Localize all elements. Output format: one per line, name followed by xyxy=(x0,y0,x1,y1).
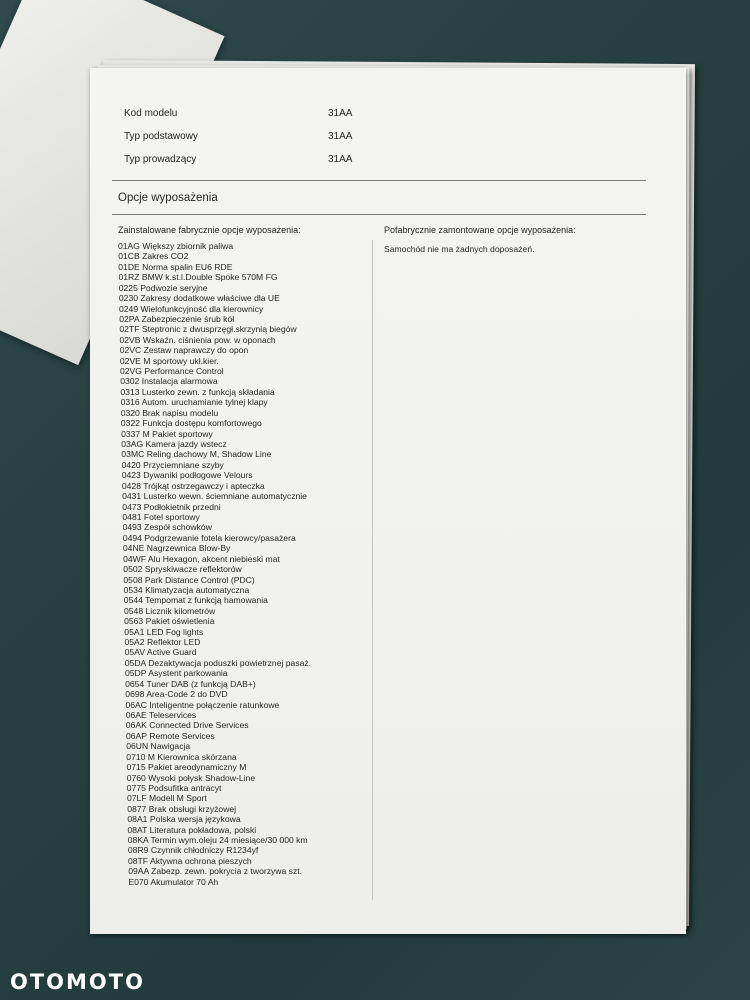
option-item: 06AE Teleservices xyxy=(125,709,197,720)
option-item: 04NE Nagrzewnica Blow-By xyxy=(122,543,231,554)
option-item: 02VB Wskaźn. ciśnienia pow. w oponach xyxy=(119,334,276,345)
factory-options-list xyxy=(118,241,368,887)
option-item: 0249 Wielofunkcyjność dla kierownicy xyxy=(119,303,264,314)
option-item: 08TF Aktywna ochrona pieszych xyxy=(128,855,252,866)
option-item: 08A1 Polska wersja językowa xyxy=(127,814,241,825)
option-item: 0654 Tuner DAB (z funkcją DAB+) xyxy=(125,678,256,689)
option-item: 05DP Asystent parkowania xyxy=(125,668,228,679)
option-item: E070 Akumulator 70 Ah xyxy=(128,876,219,887)
option-item: 05AV Active Guard xyxy=(124,647,197,658)
option-item: 0431 Lusterko wewn. ściemniane automatycznie xyxy=(122,491,307,502)
option-item: 0877 Brak obsługi krzyżowej xyxy=(127,803,237,814)
option-item: 04WF Alu Hexagon, akcent niebieski mat xyxy=(123,553,280,564)
option-item: 07LF Modell M Sport xyxy=(127,793,207,804)
option-item: 0760 Wysoki połysk Shadow-Line xyxy=(126,772,256,783)
option-item: 0548 Licznik kilometrów xyxy=(124,605,216,616)
option-item: 0493 Zespół schowków xyxy=(122,522,212,533)
option-item: 05DA Dezaktywacja poduszki powietrznej pasaż. xyxy=(124,657,312,668)
option-item: 0563 Pakiet oświetlenia xyxy=(124,616,215,627)
option-item: 0473 Podłokietnik przedni xyxy=(122,501,221,512)
option-item: 0481 Fotel sportowy xyxy=(122,511,200,522)
option-item: 02VC Zestaw naprawczy do opon xyxy=(119,345,249,356)
option-item: 0534 Klimatyzacja automatyczna xyxy=(123,584,250,595)
option-item: 08AT Literatura pokładowa, polski xyxy=(127,824,257,835)
section-rule-bottom xyxy=(112,214,646,215)
option-item: 05A1 LED Fog lights xyxy=(124,626,204,637)
factory-options-heading: Zainstalowane fabrycznie opcje wyposażenia: xyxy=(118,225,301,235)
column-divider xyxy=(372,240,373,900)
option-item: 0715 Pakiet areodynamiczny M xyxy=(126,762,247,773)
option-item: 0337 M Pakiet sportowy xyxy=(121,428,213,439)
option-item: 0423 Dywaniki podłogowe Velours xyxy=(121,470,253,481)
model-code-value: 31AA xyxy=(328,108,353,119)
option-item: 0508 Park Distance Control (PDC) xyxy=(123,574,255,585)
otomoto-watermark: OTOMOTO xyxy=(10,970,145,994)
option-item: 03MC Reling dachowy M, Shadow Line xyxy=(121,449,272,460)
base-type-label: Typ podstawowy xyxy=(124,131,198,142)
option-item: 01AG Większy zbiornik paliwa xyxy=(118,241,234,251)
document-page xyxy=(90,68,686,934)
option-item: 0320 Brak napisu modelu xyxy=(120,407,219,418)
option-item: 02PA Zabezpieczenie śrub kół xyxy=(119,313,235,324)
base-type-value: 31AA xyxy=(328,131,353,142)
option-item: 01RZ BMW k.st.l.Double Spoke 570M FG xyxy=(118,272,278,283)
option-item: 0698 Area-Code 2 do DVD xyxy=(125,689,228,700)
option-item: 02TF Steptronic z dwusprzęgł.skrzynią biegów xyxy=(119,324,297,335)
option-item: 0775 Podsufitka antracyt xyxy=(126,782,222,793)
option-item: 0313 Lusterko zewn. z funkcją składania xyxy=(120,386,275,397)
option-item: 01DE Norma spalin EU6 RDE xyxy=(118,261,233,272)
option-item: 06AK Connected Drive Services xyxy=(125,720,249,731)
option-item: 0230 Zakresy dodatkowe właściwe dla UE xyxy=(118,293,280,304)
option-item: 06AC Inteligentne połączenie ratunkowe xyxy=(125,699,280,710)
option-item: 06AP Remote Services xyxy=(126,730,215,741)
aftermarket-options-heading: Pofabrycznie zamontowane opcje wyposażenia: xyxy=(384,225,576,235)
lead-type-label: Typ prowadzący xyxy=(124,154,197,165)
option-item: 0322 Funkcja dostępu komfortowego xyxy=(120,418,262,429)
option-item: 0502 Spryskiwacze reflektorów xyxy=(123,564,242,575)
option-item: 0544 Tempomat z funkcją hamowania xyxy=(123,595,268,606)
lead-type-value: 31AA xyxy=(328,154,353,165)
option-item: 03AG Kamera jazdy wstecz xyxy=(121,439,227,450)
option-item: 08R9 Czynnik chłodniczy R1234yf xyxy=(127,845,259,856)
option-item: 02VG Performance Control xyxy=(120,366,224,377)
option-item: 01CB Zakres CO2 xyxy=(118,251,189,262)
section-title: Opcje wyposażenia xyxy=(118,192,218,204)
option-item: 0316 Autom. uruchamianie tylnej klapy xyxy=(120,397,268,408)
option-item: 09AA Zabezp. zewn. pokrycia z tworzywa szt. xyxy=(128,866,303,877)
option-item: 08KA Termin wym.oleju 24 miesiące/30 000 km xyxy=(127,835,308,846)
option-item: 06UN Nawigacja xyxy=(126,741,191,752)
option-item: 05A2 Reflektor LED xyxy=(124,637,201,648)
option-item: 0710 M Kierownica skórzana xyxy=(126,751,237,762)
option-item: 0494 Podgrzewanie fotela kierowcy/pasażera xyxy=(122,532,296,543)
aftermarket-none-text: Samochód nie ma żadnych doposażeń. xyxy=(384,244,535,254)
section-rule-top xyxy=(112,180,646,181)
model-code-label: Kod modelu xyxy=(124,108,178,119)
option-item: 0225 Podwozie seryjne xyxy=(118,282,208,293)
option-item: 0428 Trójkąt ostrzegawczy i apteczka xyxy=(121,480,265,491)
option-item: 02VE M sportowy ukł.kier. xyxy=(119,355,219,366)
option-item: 0302 Instalacja alarmowa xyxy=(120,376,218,387)
option-item: 0420 Przyciemniane szyby xyxy=(121,459,224,470)
